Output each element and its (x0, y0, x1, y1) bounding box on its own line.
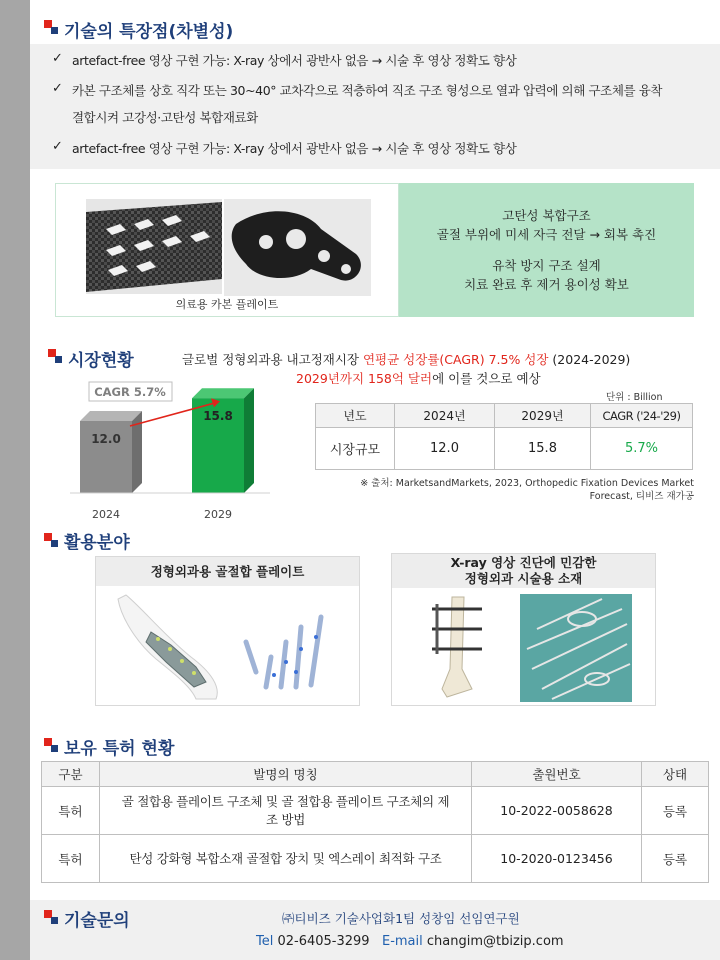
check-icon: ✓ (52, 51, 63, 66)
market-highlight: 2029년까지 158억 달러 (296, 371, 433, 386)
patent-title-line: 조 방법 (266, 811, 305, 827)
application-header-text: 정형외과용 골절합 플레이트 (150, 563, 305, 579)
section-marker-icon (44, 20, 58, 34)
left-sidebar-stripe (0, 0, 30, 960)
patent-table-header (42, 762, 709, 787)
tel-number[interactable]: 02-6405-3299 (277, 934, 370, 949)
market-summary-line-1 (182, 350, 630, 368)
feature-text: 카본 구조체를 상호 직각 또는 30~40° 교차각으로 적층하여 직조 구조 형성으로 열과 압력에 의해 구조체를 융착 (72, 83, 663, 98)
patent-title-line: 골 절합용 플레이트 구조체 및 골 절합용 플레이트 구조체의 제 (121, 793, 450, 809)
applications-title: 활용분야 (64, 533, 130, 553)
patent-table (41, 761, 709, 883)
market-text: 에 이를 것으로 예상 (432, 371, 541, 386)
surgical-instruments-illustration (392, 589, 655, 705)
patent-type: 특허 (42, 835, 100, 883)
table-cell-cagr: 5.7% (591, 428, 693, 470)
market-text: 글로벌 정형외과용 내고정재시장 (182, 352, 363, 367)
source-line: ※ 출처: MarketsandMarkets, 2023, Orthopedic Fixation Devices Market (360, 478, 694, 489)
feature-text: artefact-free 영상 구현 가능: X-ray 상에서 광반사 없음 → 시술 후 영상 정확도 향상 (72, 141, 517, 156)
contact-title: 기술문의 (64, 911, 130, 931)
table-header-cell: 상태 (642, 762, 709, 787)
patent-number: 10-2020-0123456 (472, 835, 642, 883)
bar-value-label: 15.8 (203, 409, 233, 424)
table-row (42, 835, 709, 883)
table-header-cell: 년도 (316, 404, 395, 428)
benefit-text: 골절 부위에 미세 자극 전달 → 회복 촉진 (436, 227, 657, 242)
tel-label: Tel (256, 934, 274, 949)
benefit-text: 치료 완료 후 제거 용이성 확보 (464, 277, 629, 292)
table-cell: 15.8 (495, 428, 591, 470)
section-marker-icon (44, 910, 58, 924)
unit-label: 단위 : Billion (606, 392, 663, 403)
source-note (334, 477, 694, 503)
application-header-text: 정형외과 시술용 소재 (464, 571, 583, 586)
patent-status: 등록 (642, 787, 709, 835)
category-label: 2024 (92, 508, 120, 521)
product-caption: 의료용 카본 플레이트 (175, 298, 279, 311)
bar-side-2029 (244, 388, 254, 493)
bar-top-2029 (192, 388, 254, 398)
application-header-text: X-ray 영상 진단에 민감한 (450, 555, 597, 570)
features-title: 기술의 특장점(차별성) (64, 22, 234, 42)
patent-title: 탄성 강화형 복합소재 골절합 장치 및 엑스레이 최적화 구조 (100, 835, 472, 883)
benefits-box (399, 183, 694, 317)
table-cell: 12.0 (395, 428, 495, 470)
email-label: E-mail (381, 934, 423, 949)
market-summary-line-2 (296, 369, 541, 387)
patents-title: 보유 특허 현황 (64, 739, 175, 759)
section-marker-icon (44, 738, 58, 752)
patent-number: 10-2022-0058628 (472, 787, 642, 835)
patent-type: 특허 (42, 787, 100, 835)
market-bar-chart (60, 375, 300, 530)
patent-status: 등록 (642, 835, 709, 883)
market-text: (2024-2029) (548, 352, 631, 367)
bone-plate-illustration (96, 587, 359, 705)
application-header (96, 557, 359, 586)
table-header-cell: 구분 (42, 762, 100, 787)
market-highlight: 연평균 성장률(CAGR) 7.5% 성장 (362, 352, 549, 367)
check-icon: ✓ (52, 81, 63, 96)
section-marker-icon (48, 349, 62, 363)
cagr-label: CAGR 5.7% (94, 385, 166, 399)
table-header-cell: 2024년 (395, 404, 495, 428)
patent-title (100, 787, 472, 835)
check-icon: ✓ (52, 139, 63, 154)
carbon-plate-photo-2 (224, 199, 371, 296)
table-header-cell: 발명의 명칭 (100, 762, 472, 787)
benefit-text: 유착 방지 구조 설계 (492, 258, 601, 273)
carbon-plate-photo-1 (86, 199, 222, 294)
table-header-cell: 출원번호 (472, 762, 642, 787)
application-box-plate (95, 556, 360, 706)
table-cell: 시장규모 (316, 428, 395, 470)
product-image-frame (55, 183, 399, 317)
bar-top-2024 (80, 411, 142, 421)
section-marker-icon (44, 533, 58, 547)
email-address[interactable]: changim@tbizip.com (426, 934, 564, 949)
table-row (42, 787, 709, 835)
feature-text: 결합시켜 고강성·고탄성 복합재료화 (72, 110, 258, 125)
market-table-header (316, 404, 693, 428)
table-header-cell: 2029년 (495, 404, 591, 428)
category-label: 2029 (204, 508, 232, 521)
contact-details (256, 934, 564, 949)
market-title: 시장현황 (68, 351, 134, 371)
market-table-row (316, 428, 693, 470)
benefit-text: 고탄성 복합구조 (502, 208, 591, 223)
feature-text: artefact-free 영상 구현 가능: X-ray 상에서 광반사 없음 → 시술 후 영상 정확도 향상 (72, 53, 517, 68)
application-box-xray (391, 553, 656, 706)
application-header (392, 554, 655, 588)
market-table (315, 403, 693, 470)
contact-organization: ㈜티비즈 기술사업화1팀 성창임 선임연구원 (282, 911, 520, 926)
source-line: Forecast, 티비즈 재가공 (589, 491, 694, 502)
table-header-cell: CAGR ('24-'29) (591, 404, 693, 428)
bar-value-label: 12.0 (91, 432, 121, 446)
